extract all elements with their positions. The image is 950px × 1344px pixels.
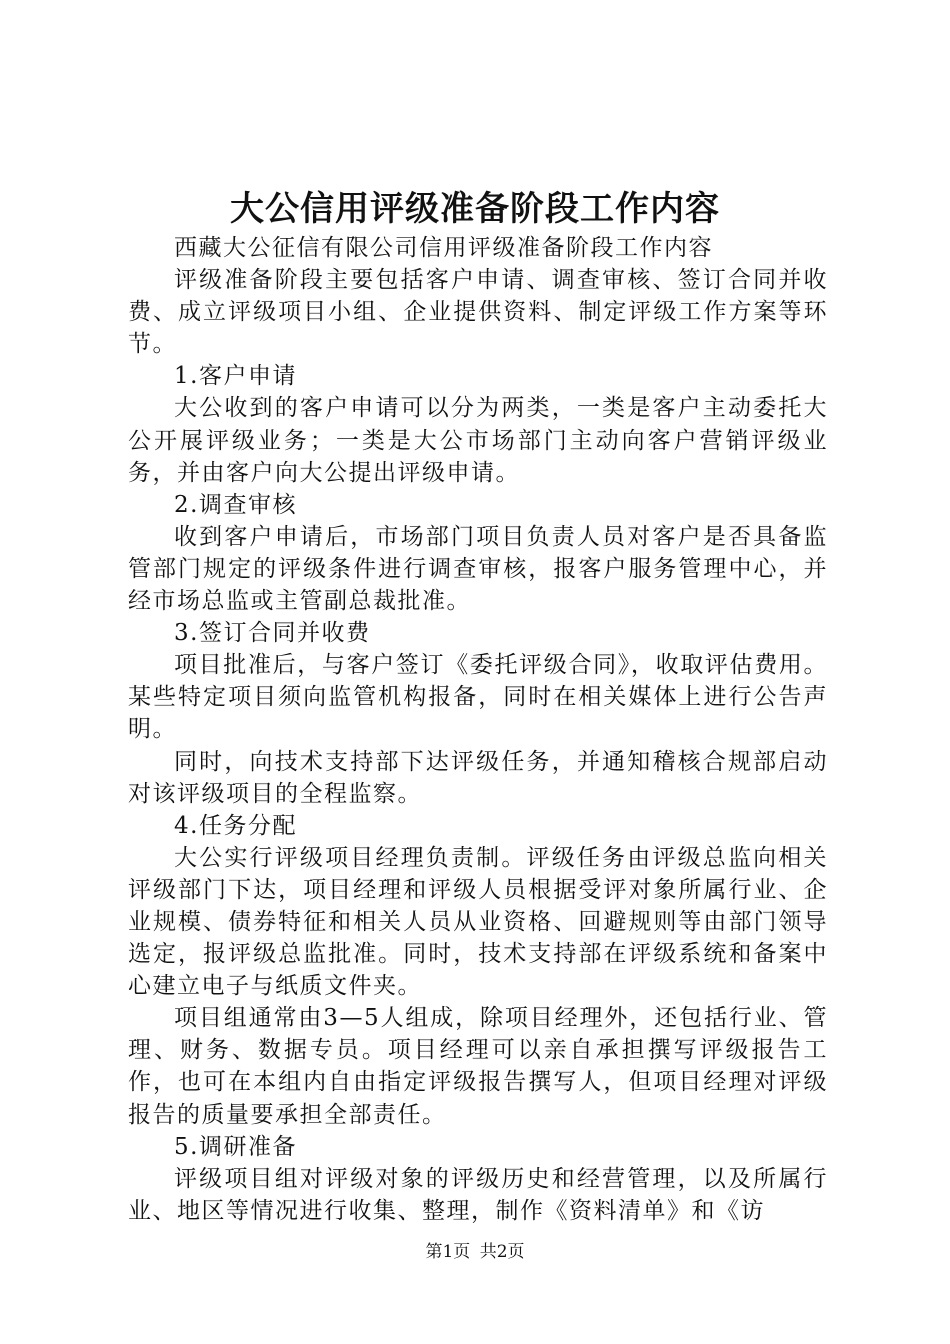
body-paragraph: 大公实行评级项目经理负责制。评级任务由评级总监向相关评级部门下达，项目经理和评级人员根据受评对象所属行业、企业规模、债券特征和相关人员从业资格、回避规则等由部门领导选定，报评级总监批准。同时，技术支持部在评级系统和备案中心建立电子与纸质文件夹。 [128, 844, 828, 1000]
intro-paragraph: 评级准备阶段主要包括客户申请、调查审核、签订合同并收费、成立评级项目小组、企业提供资料、制定评级工作方案等环节。 [128, 267, 828, 358]
section-heading-5: 5.调研准备 [174, 1133, 297, 1160]
document-title: 大公信用评级准备阶段工作内容 [230, 189, 720, 229]
subtitle-paragraph: 西藏大公征信有限公司信用评级准备阶段工作内容 [174, 235, 713, 261]
section-heading-1: 1.客户申请 [174, 363, 297, 390]
section-heading-2: 2.调查审核 [174, 491, 297, 518]
section-heading-4: 4.任务分配 [174, 812, 297, 839]
body-paragraph: 项目组通常由3—5人组成，除项目经理外，还包括行业、管理、财务、数据专员。项目经理可以亲自承担撰写评级报告工作，也可在本组内自由指定评级报告撰写人，但项目经理对评级报告的质量要承担全部责任。 [128, 1005, 828, 1128]
body-paragraph: 收到客户申请后，市场部门项目负责人员对客户是否具备监管部门规定的评级条件进行调查审核，报客户服务管理中心，并经市场总监或主管副总裁批准。 [128, 523, 828, 615]
body-paragraph: 项目批准后，与客户签订《委托评级合同》，收取评估费用。某些特定项目须向监管机构报备，同时在相关媒体上进行公告声明。 [128, 652, 828, 743]
body-paragraph: 大公收到的客户申请可以分为两类，一类是客户主动委托大公开展评级业务；一类是大公市场部门主动向客户营销评级业务，并由客户向大公提出评级申请。 [128, 395, 828, 486]
body-paragraph: 评级项目组对评级对象的评级历史和经营管理，以及所属行业、地区等情况进行收集、整理，制作《资料清单》和《访 [128, 1165, 828, 1224]
body-paragraph: 同时，向技术支持部下达评级任务，并通知稽核合规部启动对该评级项目的全程监察。 [128, 748, 828, 807]
page-number: 第1页 [425, 1242, 471, 1262]
section-heading-3: 3.签订合同并收费 [174, 620, 371, 647]
page-total: 共2页 [479, 1242, 525, 1262]
document-body [128, 232, 828, 1227]
page-footer [0, 1240, 950, 1264]
